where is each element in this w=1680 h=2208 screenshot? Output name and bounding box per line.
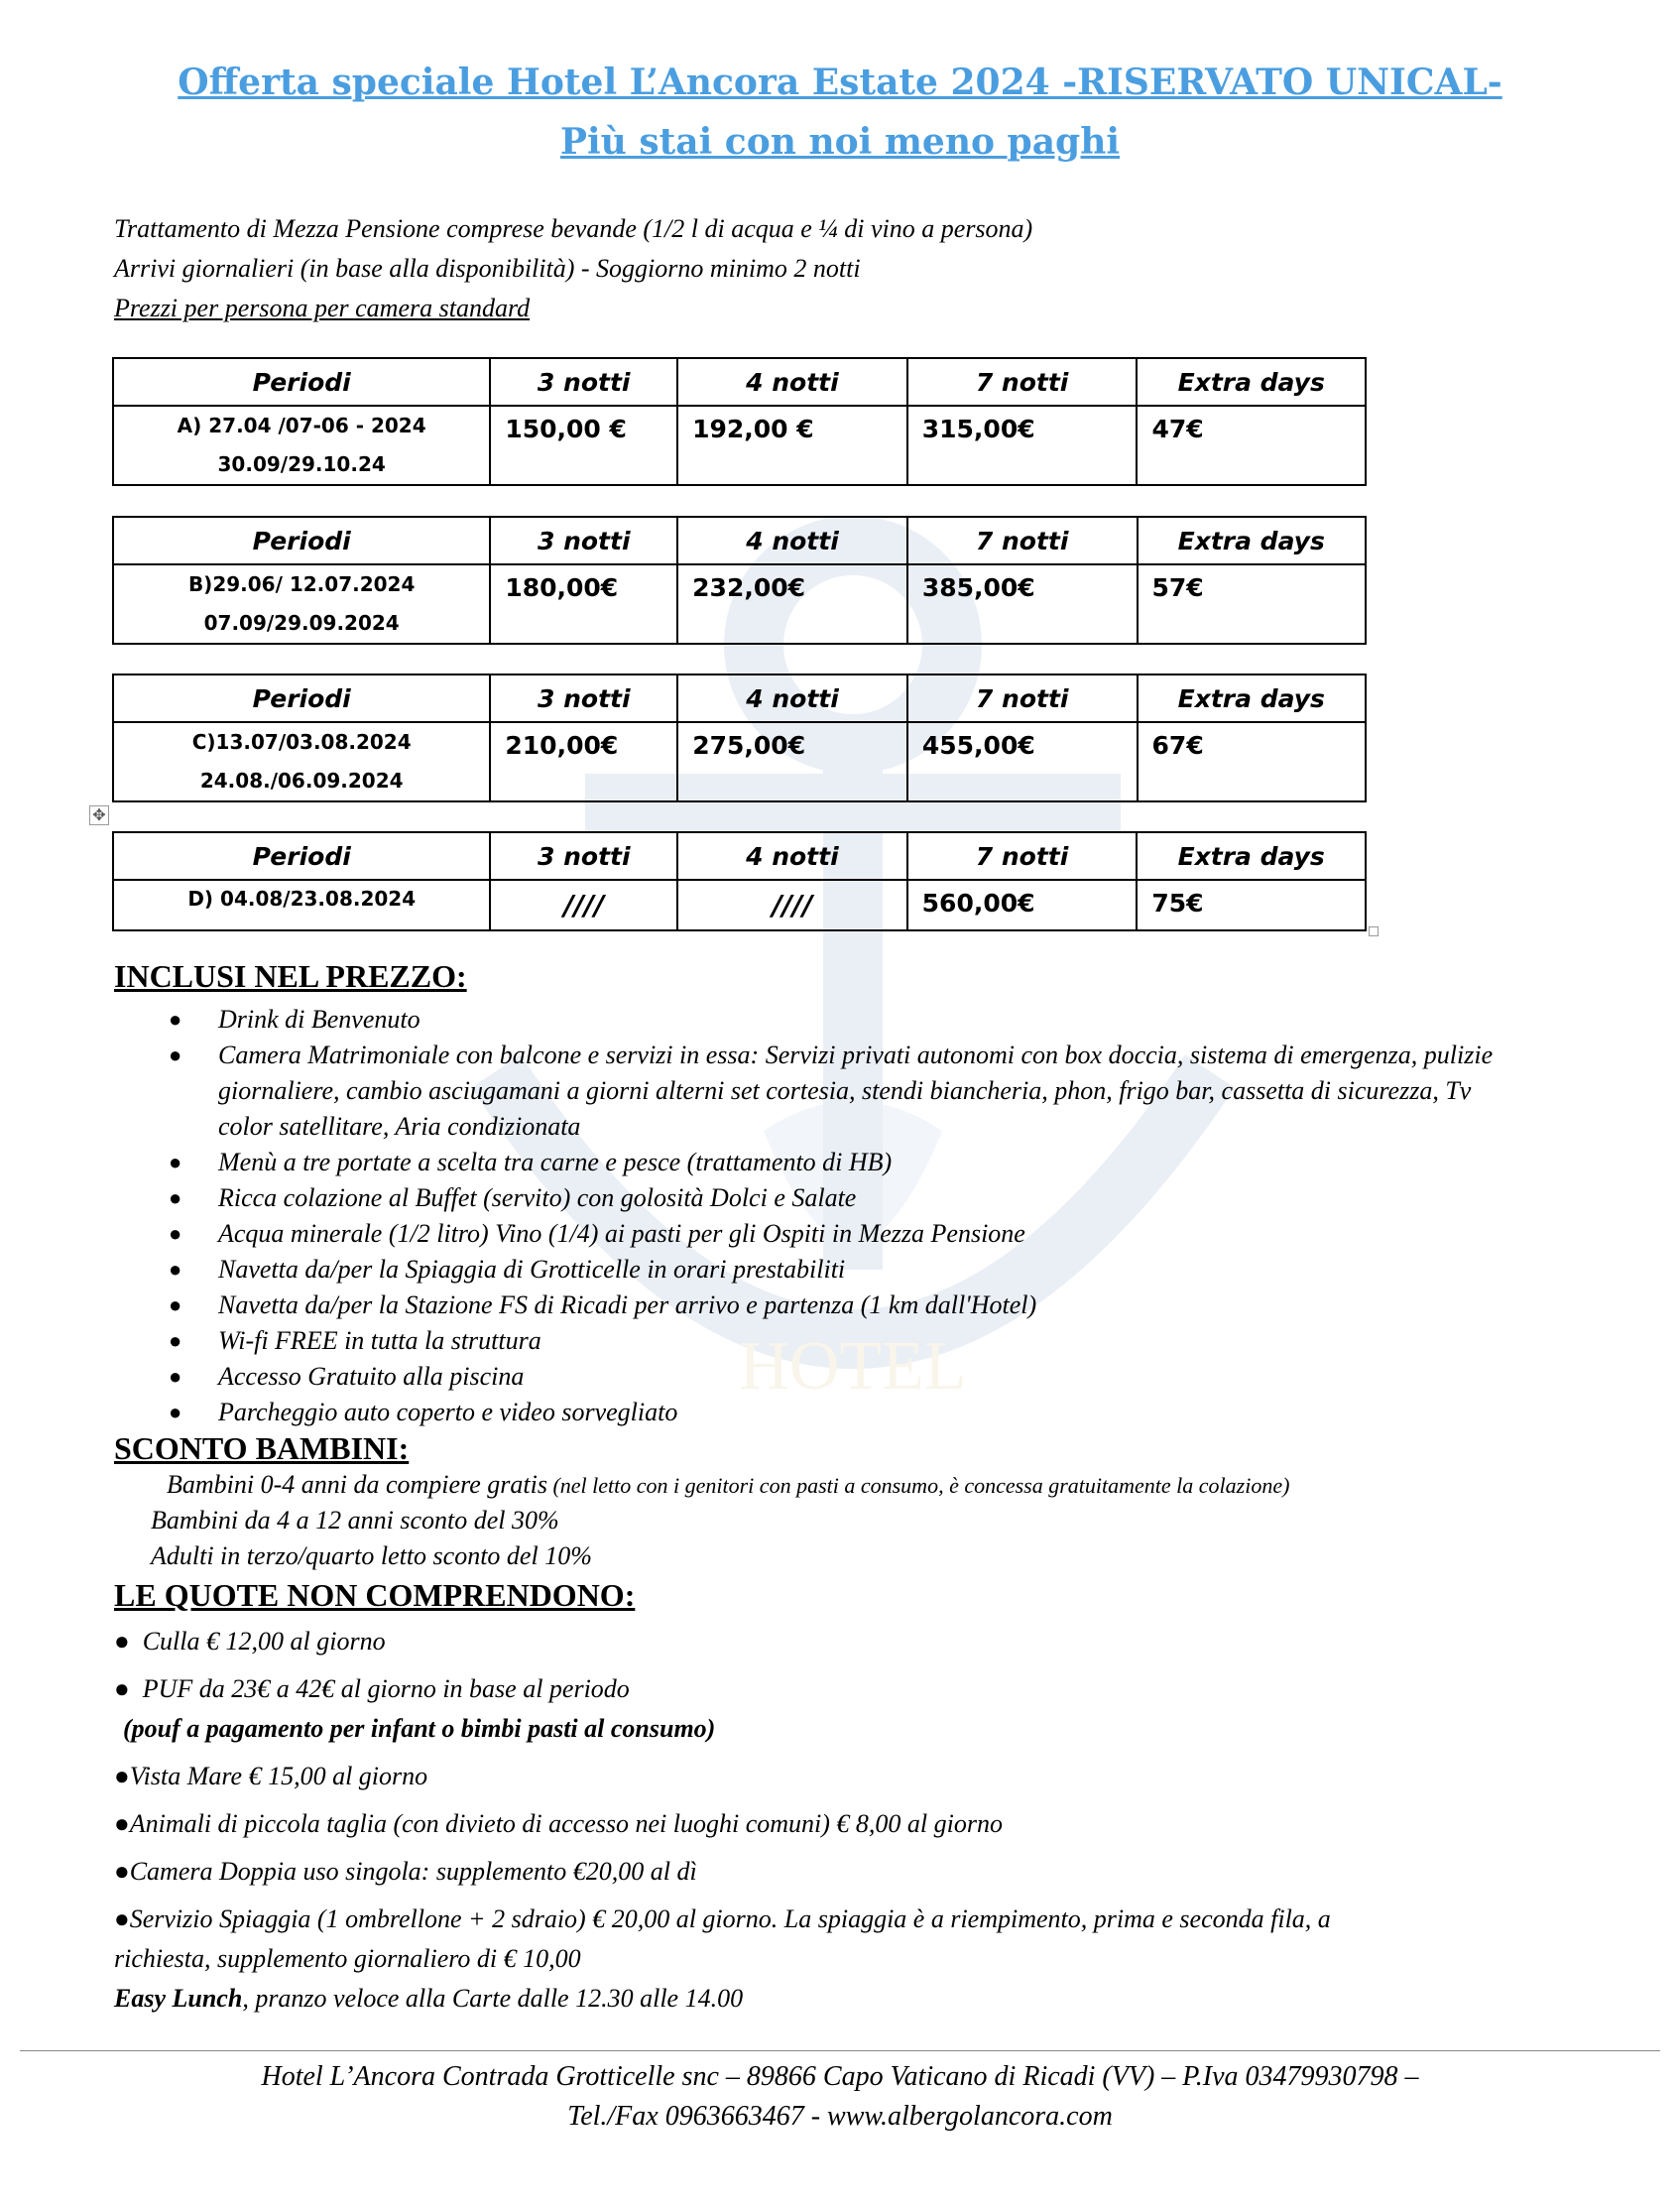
price-7-notti: 315,00€ xyxy=(907,406,1138,485)
header-periodi: Periodi xyxy=(113,358,490,406)
period-line: 07.09/29.09.2024 xyxy=(203,611,400,635)
bullet-icon: ● xyxy=(169,1185,182,1210)
table-row xyxy=(113,722,1366,801)
header-4-notti: 4 notti xyxy=(677,517,907,564)
bullet-icon: ● xyxy=(169,1150,182,1174)
nc-doppia-singola: ●Camera Doppia uso singola: supplemento €20,00 al dì xyxy=(114,1857,697,1886)
period-line: D) 04.08/23.08.2024 xyxy=(187,887,417,911)
nc-easy-lunch: Easy Lunch, pranzo veloce alla Carte dalle 12.30 alle 14.00 xyxy=(114,1984,744,2013)
list-item: ● Ricca colazione al Buffet (servito) con golosità Dolci e Salate xyxy=(169,1180,1517,1216)
header-periodi: Periodi xyxy=(113,832,490,880)
price-7-notti: 560,00€ xyxy=(907,880,1138,930)
nc-animali: ●Animali di piccola taglia (con divieto di accesso nei luoghi comuni) € 8,00 al giorno xyxy=(114,1809,1003,1838)
price-table-d xyxy=(112,831,1367,931)
nc-spiaggia: ●Servizio Spiaggia (1 ombrellone + 2 sdraio) € 20,00 al giorno. La spiaggia è a riempimento, prima e seconda fila, a xyxy=(114,1904,1331,1933)
price-extra-days: 67€ xyxy=(1138,722,1366,801)
period-line: C)13.07/03.08.2024 xyxy=(191,730,412,754)
price-3-notti: 150,00 € xyxy=(490,406,677,485)
price-7-notti: 385,00€ xyxy=(907,564,1138,644)
nc-vista-mare: ●Vista Mare € 15,00 al giorno xyxy=(114,1762,428,1790)
header-3-notti: 3 notti xyxy=(490,675,677,722)
price-3-notti: //// xyxy=(490,880,677,930)
bullet-icon: ● xyxy=(169,1292,182,1317)
price-3-notti: 210,00€ xyxy=(490,722,677,801)
header-extra-days: Extra days xyxy=(1138,675,1366,722)
nc-spiaggia-cont: richiesta, supplemento giornaliero di € 10,00 xyxy=(114,1944,581,1973)
intro-treatment: Trattamento di Mezza Pensione comprese bevande (1/2 l di acqua e ¼ di vino a persona) xyxy=(114,214,1033,243)
header-extra-days: Extra days xyxy=(1138,517,1367,564)
header-periodi: Periodi xyxy=(113,675,490,722)
period-cell xyxy=(113,406,490,485)
price-4-notti: 232,00€ xyxy=(677,564,907,644)
list-item: ● Accesso Gratuito alla piscina xyxy=(169,1359,1517,1395)
footer-address: Hotel L’Ancora Contrada Grotticelle snc – 89866 Capo Vaticano di Ricadi (VV) – P.Iva 03479930798 – xyxy=(261,2061,1419,2092)
table-header-row xyxy=(113,517,1366,564)
footer-divider xyxy=(20,2050,1660,2051)
list-item: ● Parcheggio auto coperto e video sorvegliato xyxy=(169,1395,1517,1430)
table-header-row xyxy=(113,675,1366,722)
nc-puf: ● PUF da 23€ a 42€ al giorno in base al periodo xyxy=(114,1674,630,1703)
table-resize-handle[interactable] xyxy=(1369,926,1379,936)
inclusi-list xyxy=(169,1002,1517,1430)
nc-culla: ● Culla € 12,00 al giorno xyxy=(114,1627,386,1656)
inclusi-heading: INCLUSI NEL PREZZO: xyxy=(114,958,467,994)
bullet-icon: ● xyxy=(114,1857,130,1886)
price-4-notti: 192,00 € xyxy=(677,406,907,485)
header-7-notti: 7 notti xyxy=(907,675,1138,722)
price-4-notti: //// xyxy=(677,880,907,930)
bullet-icon: ● xyxy=(114,1627,130,1656)
list-item: ● Drink di Benvenuto xyxy=(169,1002,1517,1038)
bullet-icon: ● xyxy=(114,1904,130,1933)
header-4-notti: 4 notti xyxy=(677,358,907,406)
header-periodi: Periodi xyxy=(113,517,490,564)
list-item: ● Wi-fi FREE in tutta la struttura xyxy=(169,1323,1517,1359)
table-header-row xyxy=(113,832,1366,880)
period-line: 24.08./06.09.2024 xyxy=(199,769,404,793)
bullet-icon: ● xyxy=(169,1328,182,1353)
header-4-notti: 4 notti xyxy=(677,832,907,880)
period-line: A) 27.04 /07-06 - 2024 xyxy=(177,414,426,437)
price-extra-days: 57€ xyxy=(1138,564,1367,644)
header-3-notti: 3 notti xyxy=(490,832,677,880)
bullet-icon: ● xyxy=(169,1400,182,1424)
bullet-icon: ● xyxy=(169,1364,182,1389)
bullet-icon: ● xyxy=(114,1674,130,1703)
header-7-notti: 7 notti xyxy=(907,517,1138,564)
price-extra-days: 75€ xyxy=(1137,880,1366,930)
price-4-notti: 275,00€ xyxy=(677,722,907,801)
price-7-notti: 455,00€ xyxy=(907,722,1138,801)
header-4-notti: 4 notti xyxy=(677,675,907,722)
footer-contacts: Tel./Fax 0963663467 - www.albergolancora.com xyxy=(567,2101,1113,2132)
header-extra-days: Extra days xyxy=(1137,358,1366,406)
list-item: ● Camera Matrimoniale con balcone e servizi in essa: Servizi privati autonomi con box doccia, sistema di emergenza, pulizie giornaliere, cambio asciugamani a giorni alterni set cortesia, stendi biancheria, phon, frigo bar, cassetta di sicurezza, Tv color satellitare, Aria condizionata xyxy=(169,1038,1517,1145)
table-move-handle[interactable]: ✥ xyxy=(89,805,109,825)
intro-prices-note: Prezzi per persona per camera standard xyxy=(114,294,531,322)
period-cell xyxy=(113,722,490,801)
table-row xyxy=(113,880,1366,930)
sconto-line-4-12: Bambini da 4 a 12 anni sconto del 30% xyxy=(151,1506,559,1534)
table-row xyxy=(113,406,1366,485)
header-7-notti: 7 notti xyxy=(907,832,1138,880)
page-subtitle: Più stai con noi meno paghi xyxy=(559,121,1121,163)
intro-arrivals: Arrivi giornalieri (in base alla disponibilità) - Soggiorno minimo 2 notti xyxy=(114,254,861,283)
bullet-icon: ● xyxy=(114,1809,130,1838)
nc-puf-note: (pouf a pagamento per infant o bimbi pasti al consumo) xyxy=(123,1714,716,1743)
list-item: ● Menù a tre portate a scelta tra carne e pesce (trattamento di HB) xyxy=(169,1145,1517,1180)
sconto-line-0-4: Bambini 0-4 anni da compiere gratis (nel letto con i genitori con pasti a consumo, è concessa gratuitamente la colazione) xyxy=(167,1470,1290,1499)
period-line: B)29.06/ 12.07.2024 xyxy=(187,572,416,596)
price-table-a xyxy=(112,357,1367,486)
header-extra-days: Extra days xyxy=(1137,832,1366,880)
sconto-line-adulti: Adulti in terzo/quarto letto sconto del 10% xyxy=(151,1541,592,1570)
header-3-notti: 3 notti xyxy=(490,358,677,406)
period-cell xyxy=(113,880,490,930)
bullet-icon: ● xyxy=(114,1762,130,1790)
price-extra-days: 47€ xyxy=(1137,406,1366,485)
period-line: 30.09/29.10.24 xyxy=(217,452,386,476)
table-header-row xyxy=(113,358,1366,406)
price-3-notti: 180,00€ xyxy=(490,564,677,644)
sconto-heading: SCONTO BAMBINI: xyxy=(114,1430,410,1466)
list-item: ● Navetta da/per la Stazione FS di Ricadi per arrivo e partenza (1 km dall'Hotel) xyxy=(169,1288,1517,1323)
price-table-c xyxy=(112,674,1367,802)
header-7-notti: 7 notti xyxy=(907,358,1138,406)
list-item: ● Acqua minerale (1/2 litro) Vino (1/4) ai pasti per gli Ospiti in Mezza Pensione xyxy=(169,1216,1517,1252)
watermark-hotel-text: HOTEL xyxy=(739,1328,967,1405)
page-title: Offerta speciale Hotel L’Ancora Estate 2024 -RISERVATO UNICAL- xyxy=(178,61,1502,103)
bullet-icon: ● xyxy=(169,1221,182,1246)
table-row xyxy=(113,564,1366,644)
list-item: ● Navetta da/per la Spiaggia di Grotticelle in orari prestabiliti xyxy=(169,1252,1517,1288)
non-comprese-heading: LE QUOTE NON COMPRENDONO: xyxy=(114,1577,636,1613)
header-3-notti: 3 notti xyxy=(490,517,677,564)
price-table-b xyxy=(112,516,1367,645)
bullet-icon: ● xyxy=(169,1007,182,1032)
bullet-icon: ● xyxy=(169,1257,182,1282)
bullet-icon: ● xyxy=(169,1043,182,1067)
period-cell xyxy=(113,564,490,644)
